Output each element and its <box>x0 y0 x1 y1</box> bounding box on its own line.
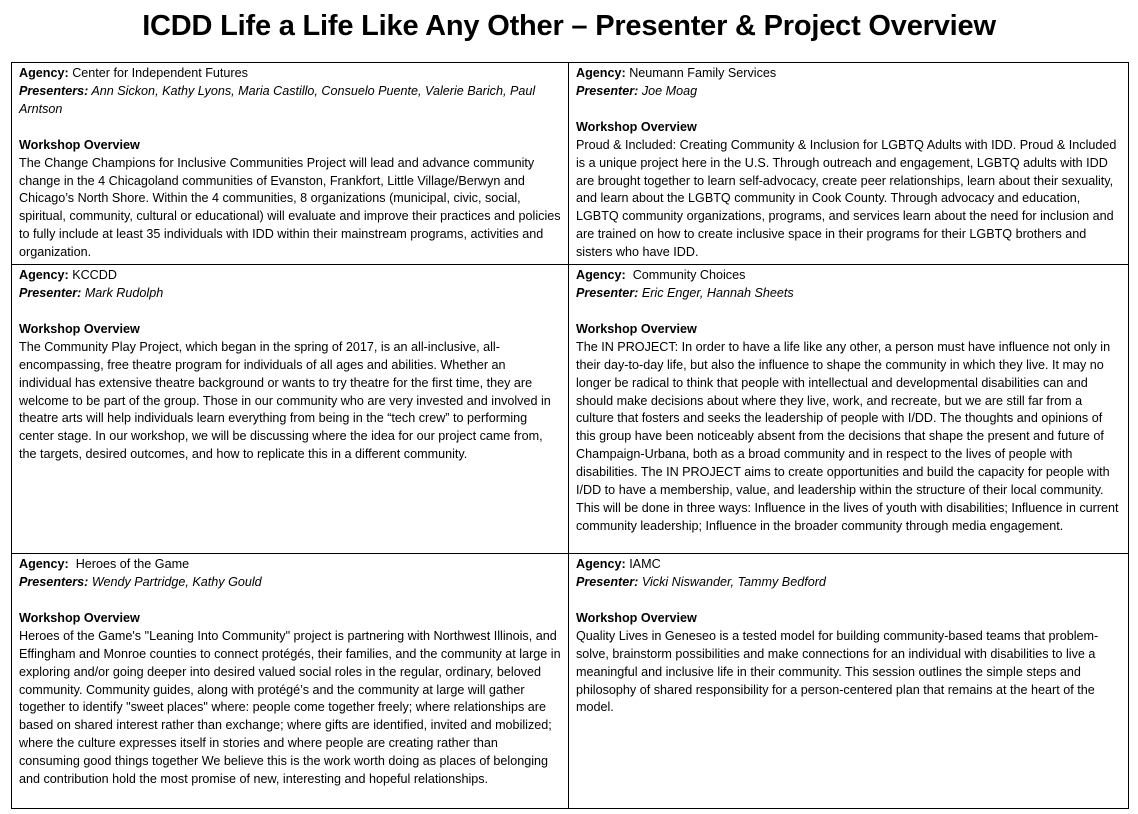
presenter-line <box>19 285 561 303</box>
agency-cell <box>12 554 569 809</box>
presenter-label: Presenter: <box>576 574 639 589</box>
agency-name: Heroes of the Game <box>75 557 190 572</box>
workshop-overview-text: Proud & Included: Creating Community & Inclusion for LGBTQ Adults with IDD. Proud & Included is a unique project here in the U.S. Through outreach and engagement, LGBTQ adults with IDD are brought together to learn self-advocacy, create peer relationships, learn about their sexuality, and learn about the LGBTQ community in Cook County. Through advocacy and education, LGBTQ community organizations, programs, and services learn about the need for inclusion and are trained on how to create inclusive space in their programs for their LGBTQ brothers and sisters who have IDD. <box>576 137 1117 260</box>
agency-name: Neumann Family Services <box>629 66 777 80</box>
agency-name: Community Choices <box>632 268 746 283</box>
workshop-overview-text: The IN PROJECT: In order to have a life like any other, a person must have influence not only in their day-to-day life, but also the influence to shape the community in which they live. It may no longer be radical to think that people with intellectual and developmental disabilities can and should make decisions about where they live, work, and recreate, but we are still far from a culture that fosters and seeks the leadership of people with I/DD. The thoughts and opinions of this group have been noticeably absent from the decisions that shape the present and future of Champaign-Urbana, both as a broad community and in respect to the lives of people with disabilities. The IN PROJECT aims to create opportunities and build the capacity for people with I/DD to have a membership, value, and leadership within the structure of their local community. This will be done in three ways: Influence in the lives of youth with disabilities; Influence in current community leadership; Influence in the broader community through media engagement. <box>576 339 1119 533</box>
agency-line <box>19 65 561 83</box>
workshop-overview-heading: Workshop Overview <box>576 321 697 336</box>
agency-label: Agency: <box>576 66 626 80</box>
agency-cell <box>569 63 1129 265</box>
presenter-line <box>576 285 1121 303</box>
presenter-line <box>19 574 561 592</box>
presenter-names: Mark Rudolph <box>84 285 164 300</box>
agency-label: Agency: <box>19 557 69 572</box>
workshop-overview-heading: Workshop Overview <box>576 610 697 625</box>
presenter-names: Ann Sickon, Kathy Lyons, Maria Castillo, Consuelo Puente, Valerie Barich, Paul Arntson <box>19 83 536 116</box>
presenter-line <box>576 574 1121 592</box>
agency-name: IAMC <box>629 557 661 572</box>
agency-name: KCCDD <box>72 268 117 283</box>
workshop-overview-heading: Workshop Overview <box>576 119 697 134</box>
workshop-overview-heading: Workshop Overview <box>19 321 140 336</box>
presenter-label: Presenter: <box>19 285 82 300</box>
presenter-label: Presenter: <box>576 83 639 98</box>
agency-line <box>576 267 1121 285</box>
agency-line <box>19 267 561 285</box>
presenter-line <box>19 83 561 119</box>
agency-label: Agency: <box>19 66 69 80</box>
agency-cell <box>12 265 569 554</box>
presenter-names: Joe Moag <box>641 83 698 98</box>
agency-label: Agency: <box>19 268 69 283</box>
page-title: ICDD Life a Life Like Any Other – Presenter & Project Overview <box>142 10 996 42</box>
workshop-overview-text: Quality Lives in Geneseo is a tested model for building community-based teams that problem-solve, brainstorm possibilities and make connections for an individual with disabilities to live a meaningful and inclusive life in their community. This session outlines the simple steps and philosophy of shared responsibility for a person-centered plan that remains at the heart of the model. <box>576 628 1099 715</box>
table-row <box>12 63 1129 265</box>
agency-line <box>576 556 1121 574</box>
workshop-overview-text: The Change Champions for Inclusive Communities Project will lead and advance community change in the 4 Chicagoland communities of Evanston, Frankfort, Little Village/Berwyn and Chicago’s North Shore. Within the 4 communities, 8 organizations (municipal, civic, social, spiritual, community, cultural or educational) will evaluate and improve their practices and policies to fully include at least 35 individuals with IDD within their mainstream programs, activities and organization. <box>19 155 561 260</box>
presenter-label: Presenters: <box>19 574 89 589</box>
table-row <box>12 554 1129 809</box>
agency-line <box>19 556 561 574</box>
agency-cell <box>569 265 1129 554</box>
agency-cell <box>12 63 569 265</box>
presenter-label: Presenters: <box>19 83 89 98</box>
presenter-names: Wendy Partridge, Kathy Gould <box>91 574 262 589</box>
workshop-overview-text: Heroes of the Game's "Leaning Into Community" project is partnering with Northwest Illinois, and Effingham and Monroe counties to connect protégés, their families, and the community at large in exploring and/or going deeper into desired valued social roles in the regular, ordinary, beloved community. Community guides, along with protégé’s and the community at large will gather together to identify "sweet places" where: people come together freely; where relationships are based on shared interest rather than exchange; where gifts are identified, invited and mobilized; where the culture expresses itself in stories and where people are creating rather than consuming good things together We believe this is the work worth doing as places of belonging and contribution hold the most promise of new, interesting and hopeful relationships. <box>19 628 561 787</box>
presenter-names: Vicki Niswander, Tammy Bedford <box>641 574 826 589</box>
workshop-overview-heading: Workshop Overview <box>19 137 140 152</box>
presenter-names: Eric Enger, Hannah Sheets <box>641 285 794 300</box>
presenter-line <box>576 83 1121 101</box>
workshop-overview-text: The Community Play Project, which began in the spring of 2017, is an all-inclusive, all-encompassing, free theatre program for individuals of all ages and abilities. Whether an individual has extensive theatre background or wants to try theatre for the first time, they are welcome to be part of the group. Those in our community who are very invested and involved in theatre arts will help individuals learn everything from being in the “tech crew” to performing center stage. In our workshop, we will be discussing where the idea for our project came from, the targets, desired outcomes, and how to replicate this in a different community. <box>19 339 551 462</box>
agency-label: Agency: <box>576 557 626 572</box>
agency-line <box>576 65 1121 83</box>
agency-cell <box>569 554 1129 809</box>
overview-table <box>11 62 1129 809</box>
presenter-label: Presenter: <box>576 285 639 300</box>
workshop-overview-heading: Workshop Overview <box>19 610 140 625</box>
table-row <box>12 265 1129 554</box>
agency-name: Center for Independent Futures <box>72 66 248 80</box>
agency-label: Agency: <box>576 268 626 283</box>
